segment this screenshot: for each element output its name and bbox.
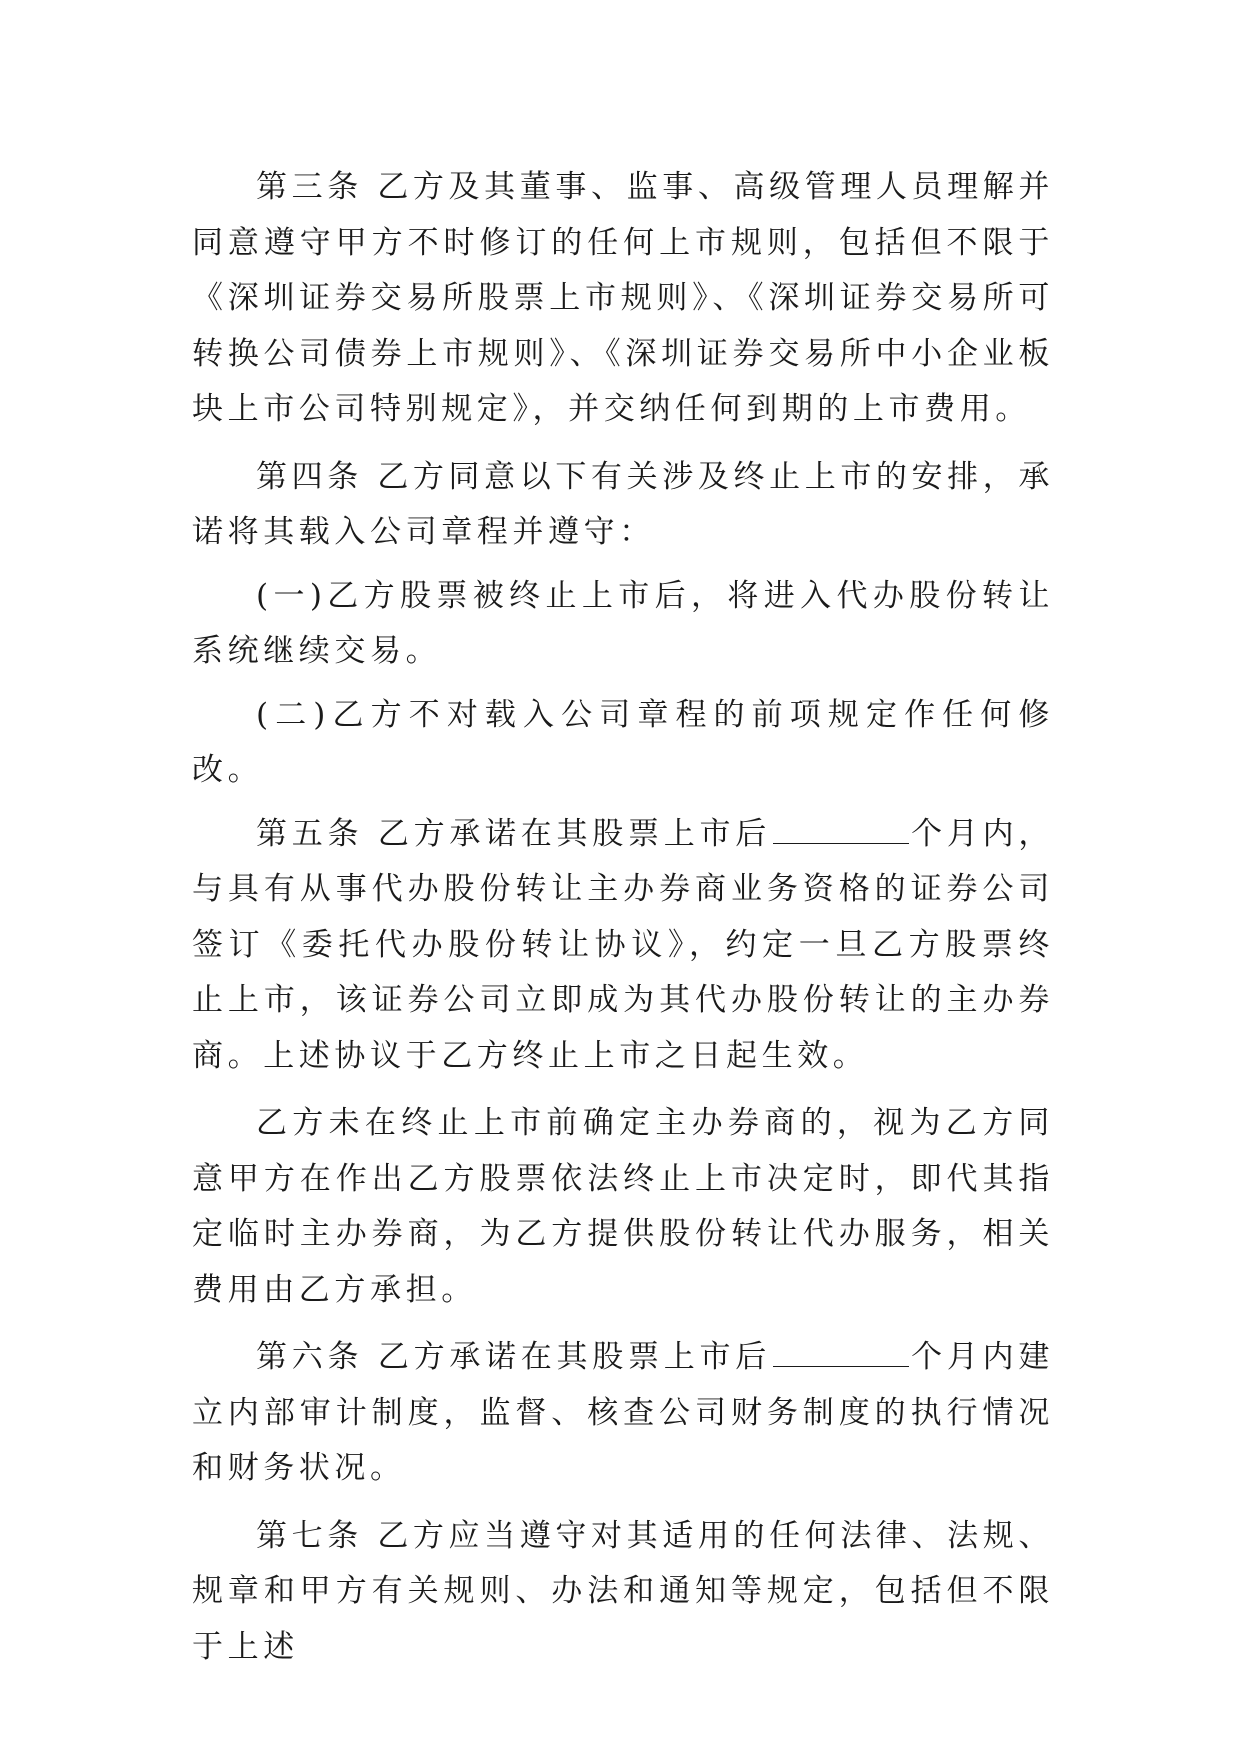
- article-5-text-after-blank: 个月内，与具有从事代办股份转让主办券商业务资格的证券公司签订《委托代办股份转让协议》，约定一旦乙方股票终止上市，该证券公司立即成为其代办股份转让的主办券商。上述协议于乙方终止上市之日起生效。: [192, 815, 1054, 1074]
- article-4-item-1-paragraph: (一)乙方股票被终止上市后，将进入代办股份转让系统继续交易。: [192, 577, 1054, 669]
- article-7-paragraph: 第七条 乙方应当遵守对其适用的任何法律、法规、规章和甲方有关规则、办法和通知等规定，包括但不限于上述: [192, 1517, 1054, 1665]
- article-5-continued-paragraph: 乙方未在终止上市前确定主办券商的，视为乙方同意甲方在作出乙方股票依法终止上市决定时，即代其指定临时主办券商，为乙方提供股份转让代办服务，相关费用由乙方承担。: [192, 1105, 1054, 1308]
- article-3-paragraph: 第三条 乙方及其董事、监事、高级管理人员理解并同意遵守甲方不时修订的任何上市规则，包括但不限于《深圳证券交易所股票上市规则》、《深圳证券交易所可转换公司债券上市规则》、《深圳证券交易所中小企业板块上市公司特别规定》，并交纳任何到期的上市费用。: [192, 169, 1054, 427]
- article-4-item-2-paragraph: (二)乙方不对载入公司章程的前项规定作任何修改。: [192, 696, 1054, 788]
- article-5-paragraph: [192, 807, 1054, 1085]
- article-5-text-before-blank: 第五条 乙方承诺在其股票上市后: [256, 815, 772, 852]
- article-6-text-after-blank: 个月内建立内部审计制度，监督、核查公司财务制度的执行情况和财务状况。: [192, 1339, 1054, 1486]
- document-body: [192, 160, 1054, 1675]
- article-4-paragraph: 第四条 乙方同意以下有关涉及终止上市的安排，承诺将其载入公司章程并遵守：: [192, 458, 1054, 550]
- article-5-fill-in-blank: [773, 819, 909, 844]
- article-6-fill-in-blank: [773, 1342, 909, 1367]
- article-6-paragraph: [192, 1330, 1054, 1497]
- article-6-text-before-blank: 第六条 乙方承诺在其股票上市后: [256, 1339, 772, 1375]
